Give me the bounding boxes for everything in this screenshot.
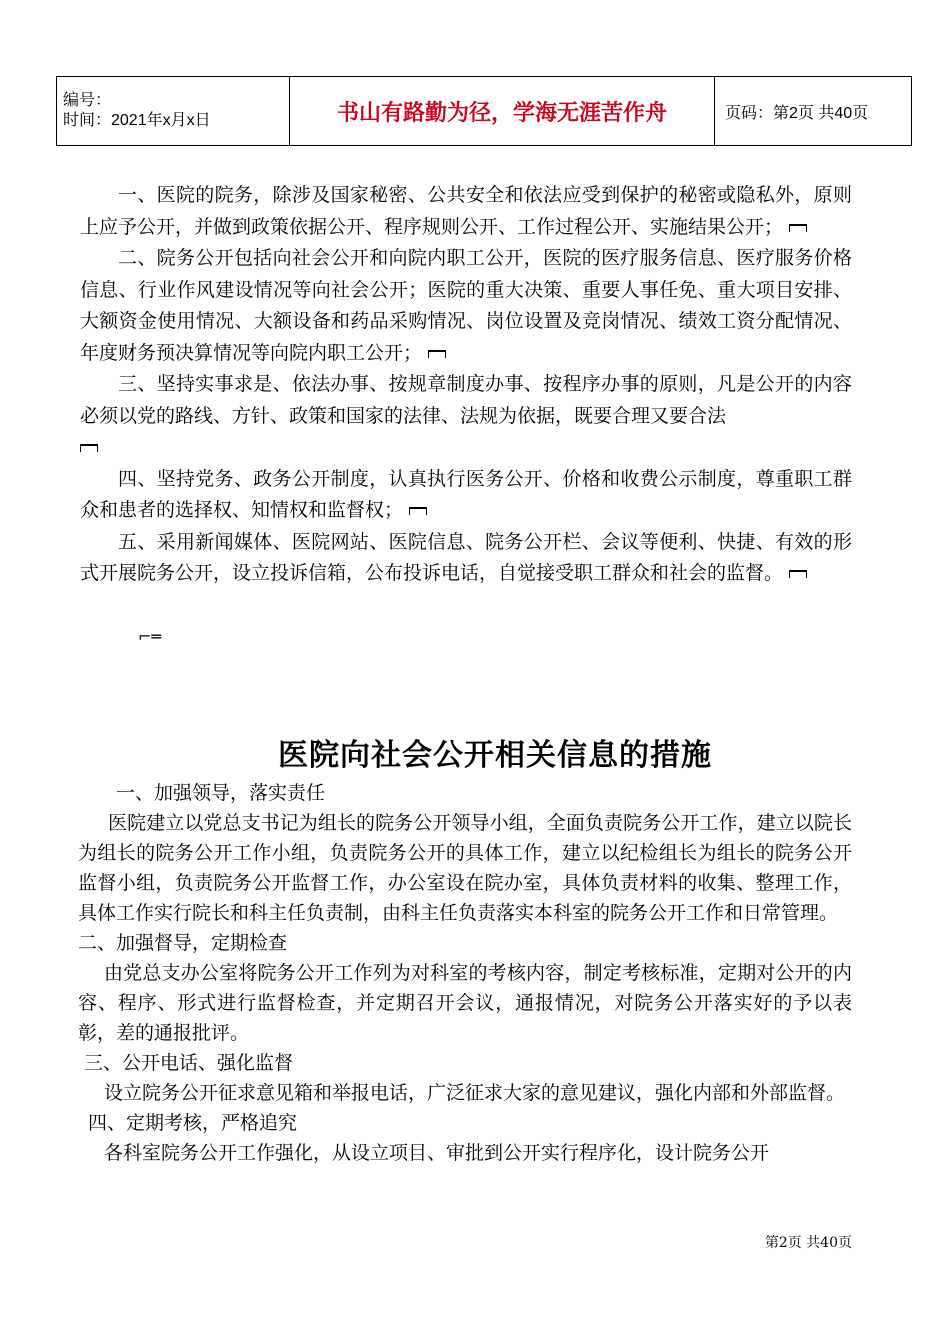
section2-body bbox=[78, 778, 852, 1168]
header-meta-cell bbox=[57, 77, 290, 146]
section1-body bbox=[80, 180, 852, 590]
section1-paragraph-5: 五、采用新闻媒体、医院网站、医院信息、院务公开栏、会议等便利、快捷、有效的形式开展院务公开，设立投诉信箱，公布投诉电话，自觉接受职工群众和社会的监督。 bbox=[80, 530, 852, 584]
header-table bbox=[56, 76, 912, 146]
section1-paragraph-4: 四、坚持党务、政务公开制度，认真执行医务公开、价格和收费公示制度，尊重职工群众和患者的选择权、知情权和监督权； bbox=[80, 467, 852, 521]
section1-paragraph-2: 二、院务公开包括向社会公开和向院内职工公开，医院的医疗服务信息、医疗服务价格信息、行业作风建设情况等向社会公开；医院的重大决策、重要人事任免、重大项目安排、大额资金使用情况、大额设备和药品采购情况、岗位设置及竞岗情况、绩效工资分配情况、年度财务预决算情况等向院内职工公开； bbox=[80, 247, 852, 364]
section2-heading-4: 四、定期考核，严格追究 bbox=[88, 1112, 298, 1134]
section2-title: 医院向社会公开相关信息的措施 bbox=[278, 738, 712, 773]
section2-paragraph-3: 设立院务公开征求意见箱和举报电话，广泛征求大家的意见建议，强化内部和外部监督。 bbox=[104, 1082, 846, 1104]
paragraph-mark-icon bbox=[789, 224, 807, 232]
number-label: 编号： bbox=[63, 92, 112, 109]
paragraph-mark-icon bbox=[80, 444, 98, 452]
paragraph-mark-icon bbox=[428, 350, 446, 358]
header-motto: 书山有路勤为径，学海无涯苦作舟 bbox=[290, 77, 715, 146]
section-break-icon: ⌐═ bbox=[138, 627, 162, 646]
paragraph-mark-icon bbox=[789, 570, 807, 578]
section2-heading-1: 一、加强领导，落实责任 bbox=[116, 782, 326, 804]
section2-paragraph-4: 各科室院务公开工作强化，从设立项目、审批到公开实行程序化，设计院务公开 bbox=[104, 1142, 770, 1164]
time-label: 时间：2021年x月x日 bbox=[63, 112, 211, 129]
paragraph-mark-icon bbox=[409, 507, 427, 515]
section2-paragraph-2: 由党总支办公室将院务公开工作列为对科室的考核内容，制定考核标准，定期对公开的内容、程序、形式进行监督检查，并定期召开会议，通报情况，对院务公开落实好的予以表彰，差的通报批评。 bbox=[78, 962, 852, 1044]
section2-heading-3: 三、公开电话、强化监督 bbox=[84, 1052, 294, 1074]
section1-paragraph-1: 一、医院的院务，除涉及国家秘密、公共安全和依法应受到保护的秘密或隐私外，原则上应予公开，并做到政策依据公开、程序规则公开、工作过程公开、实施结果公开； bbox=[80, 184, 852, 238]
header-page-code: 页码：第2页 共40页 bbox=[715, 77, 912, 146]
section2-heading-2: 二、加强督导，定期检查 bbox=[78, 932, 288, 954]
footer-page-number: 第2页 共40页 bbox=[764, 1235, 852, 1251]
section2-paragraph-1: 医院建立以党总支书记为组长的院务公开领导小组，全面负责院务公开工作，建立以院长为组长的院务公开工作小组，负责院务公开的具体工作，建立以纪检组长为组长的院务公开监督小组，负责院务公开监督工作，办公室设在院办室，具体负责材料的收集、整理工作，具体工作实行院长和科主任负责制，由科主任负责落实本科室的院务公开工作和日常管理。 bbox=[78, 812, 852, 924]
section1-paragraph-3: 三、坚持实事求是、依法办事、按规章制度办事、按程序办事的原则，凡是公开的内容必须以党的路线、方针、政策和国家的法律、法规为依据，既要合理又要合法 bbox=[80, 369, 852, 464]
